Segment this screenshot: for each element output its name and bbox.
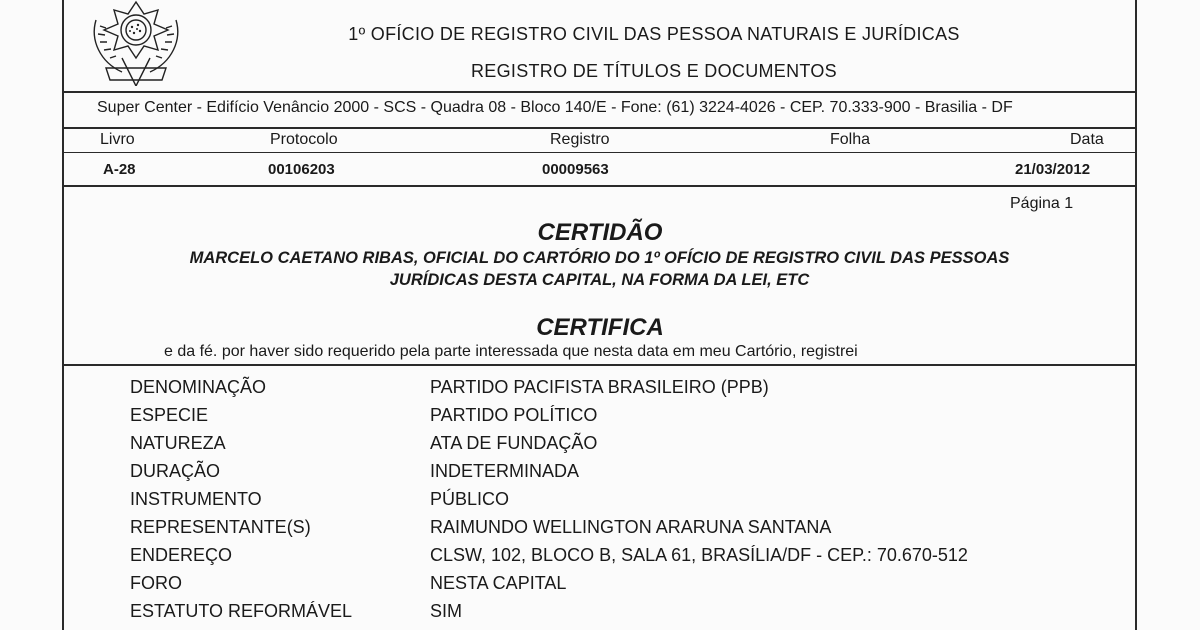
page-number: Página 1 bbox=[1010, 195, 1074, 212]
livro-label: Livro bbox=[100, 131, 135, 148]
field-value: ATA DE FUNDAÇÃO bbox=[430, 433, 598, 453]
field-value: SIM bbox=[430, 601, 463, 621]
field-label: DURAÇÃO bbox=[130, 461, 221, 481]
field-label: ESPECIE bbox=[130, 405, 209, 425]
field-label: INSTRUMENTO bbox=[130, 489, 262, 509]
data-value: 21/03/2012 bbox=[1015, 161, 1091, 178]
field-label: NATUREZA bbox=[130, 433, 226, 453]
field-label: REPRESENTANTE(S) bbox=[130, 517, 311, 537]
livro-value: A-28 bbox=[103, 161, 136, 178]
divider bbox=[62, 152, 1137, 153]
official-statement-line1: MARCELO CAETANO RIBAS, OFICIAL DO CARTÓRIO DO 1º OFÍCIO DE REGISTRO CIVIL DAS PESSOAS bbox=[189, 249, 1010, 267]
registry-title: REGISTRO DE TÍTULOS E DOCUMENTOS bbox=[471, 61, 837, 81]
data-label: Data bbox=[1070, 131, 1104, 148]
certifica-intro: e da fé. por haver sido requerido pela parte interessada que nesta data em meu Cartório, registrei bbox=[164, 343, 858, 360]
official-statement-line2: JURÍDICAS DESTA CAPITAL, NA FORMA DA LEI, ETC bbox=[389, 271, 810, 289]
divider bbox=[62, 91, 1137, 93]
divider bbox=[62, 127, 1137, 129]
registro-value: 00009563 bbox=[542, 161, 609, 178]
field-value: PARTIDO PACIFISTA BRASILEIRO (PPB) bbox=[430, 377, 769, 397]
field-label: DENOMINAÇÃO bbox=[130, 377, 267, 397]
folha-label: Folha bbox=[830, 131, 871, 148]
field-value: RAIMUNDO WELLINGTON ARARUNA SANTANA bbox=[430, 517, 832, 537]
office-address: Super Center - Edifício Venâncio 2000 - SCS - Quadra 08 - Bloco 140/E - Fone: (61) 3224-4026 - CEP. 70.333-900 - Brasilia - DF bbox=[97, 99, 1013, 116]
field-label: FORO bbox=[130, 573, 182, 593]
certidao-title: CERTIDÃO bbox=[537, 219, 663, 246]
divider bbox=[62, 185, 1137, 187]
field-value: PÚBLICO bbox=[430, 489, 510, 509]
divider bbox=[62, 364, 1137, 366]
field-label: ENDEREÇO bbox=[130, 545, 233, 565]
protocolo-label: Protocolo bbox=[270, 131, 338, 148]
field-value: INDETERMINADA bbox=[430, 461, 580, 481]
office-title: 1º OFÍCIO DE REGISTRO CIVIL DAS PESSOA NATURAIS E JURÍDICAS bbox=[348, 24, 960, 44]
field-value: NESTA CAPITAL bbox=[430, 573, 567, 593]
certifica-title: CERTIFICA bbox=[536, 314, 664, 341]
field-value: PARTIDO POLÍTICO bbox=[430, 405, 598, 425]
protocolo-value: 00106203 bbox=[268, 161, 335, 178]
registro-label: Registro bbox=[550, 131, 610, 148]
field-value: CLSW, 102, BLOCO B, SALA 61, BRASÍLIA/DF - CEP.: 70.670-512 bbox=[430, 545, 968, 565]
field-label: ESTATUTO REFORMÁVEL bbox=[130, 601, 353, 621]
